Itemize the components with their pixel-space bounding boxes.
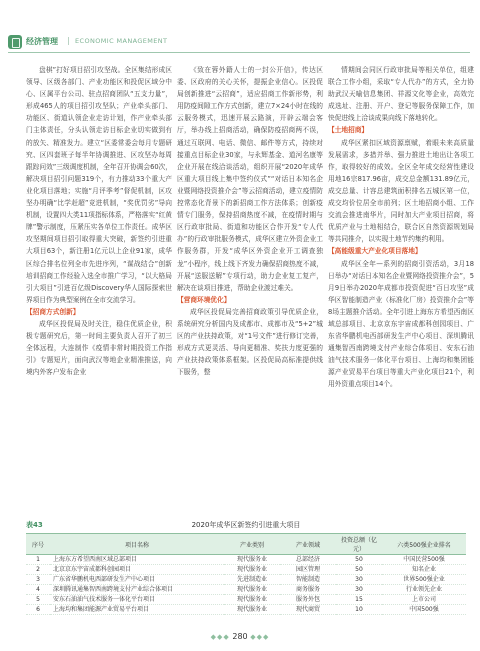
cell-field: 服务外包 xyxy=(280,595,336,605)
body-paragraph: 成华区全年—系列的招商引资活动，3月18日举办“对话日本知名企业暨网络投资推介会”，5月9日举办2020年成都市投资促进“百日攻坚”成华区智能制造产业（标准化厂房）投资推介会”等8场主题推介活动。全年引进上海东方希望西南区域总部项目、北京京东宇宙成都科创园项目、广东省华鹏机电西部研发生产中心项目、深圳腾讯通集智西南跨境支付产业综合体项目、安东石油油气技术服务一体化平台项目、上海均和集团能源产业贸易平台项目等重大产业化项目21个，利用外资重点项目14个。 xyxy=(328,259,474,389)
book-logo-icon xyxy=(8,35,22,49)
cell-ranking: 中国民营500强 xyxy=(382,555,466,565)
text-column-2 xyxy=(177,64,323,378)
cell-project: 安东石油油气技术服务一体化平台项目 xyxy=(50,595,224,605)
section-title-cn: 经济管理 xyxy=(26,37,58,46)
cell-project: 广东省华鹏机电西部研发生产中心项目 xyxy=(50,575,224,585)
col-header-index: 序号 xyxy=(26,534,50,555)
subsection-heading: 【高能级重大产业化项目落地】 xyxy=(328,247,422,256)
cell-field: 园区管理 xyxy=(280,565,336,575)
header-divider xyxy=(8,52,470,53)
cell-index: 3 xyxy=(26,575,50,585)
cell-field: 总部经济 xyxy=(280,555,336,565)
col-header-category: 产业类别 xyxy=(224,534,280,555)
cell-category: 现代服务业 xyxy=(224,595,280,605)
cell-investment: 30 xyxy=(336,585,382,595)
table-caption: 2020年成华区新签约引进重大项目 xyxy=(191,521,301,529)
cell-investment: 50 xyxy=(336,555,382,565)
projects-table xyxy=(26,533,466,615)
text-column-1 xyxy=(26,64,172,378)
table-header-row xyxy=(26,534,466,555)
cell-investment: 10 xyxy=(336,605,382,615)
body-paragraph: 成华区紧扣区域资源禀赋，着眼未来高质量发展需求，多措并举、强力推进土地出让各项工作，取得较好的成效。全区全年成交经营性建设用地16宗817.96亩，成交总金额131.89亿元，成交总量、计容总建筑面积排名五城区第一位，成交均价位居全市前列；区土地招商小组、工作交流会推进南华片，同时加大产业项目招商，将优质产业与土地相结合，联合区自然资源规划局等共同推介，以实现土地节约集约利用。 xyxy=(328,138,474,244)
cell-ranking: 中国500强 xyxy=(382,605,466,615)
table-title xyxy=(26,520,466,532)
cell-project: 深圳腾讯通集智西南跨境支付产业综合体项目 xyxy=(50,585,224,595)
cell-category: 现代服务业 xyxy=(224,585,280,595)
col-header-field: 产业领域 xyxy=(280,534,336,555)
col-header-investment: 投资总额（亿元） xyxy=(336,534,382,555)
cell-investment: 50 xyxy=(336,565,382,575)
table-row xyxy=(26,575,466,585)
cell-category: 现代服务业 xyxy=(224,605,280,615)
table-number: 表43 xyxy=(26,521,43,529)
body-paragraph: 情期间会同区行政审批局等相关单位，组建联合工作小组，采取“专人代办”的方式，全力协助武汉天喻信息集团、祥源文化等企业，高效完成选址、注册、开户、登记等服务保障工作，加快促进线上洽谈成果向线下落地转化。 xyxy=(328,66,474,123)
table-row xyxy=(26,595,466,605)
cell-field: 商务服务 xyxy=(280,585,336,595)
section-separator: | xyxy=(67,36,70,45)
cell-index: 4 xyxy=(26,585,50,595)
table-row xyxy=(26,565,466,575)
page-number: 280 xyxy=(232,632,248,641)
page-footer xyxy=(0,632,480,641)
cell-index: 5 xyxy=(26,595,50,605)
col-header-project: 项目名称 xyxy=(50,534,224,555)
subsection-heading: 【招商方式创新】 xyxy=(26,307,80,316)
cell-ranking: 知名企业 xyxy=(382,565,466,575)
cell-category: 现代服务业 xyxy=(224,565,280,575)
page-dots-left: ◆◆◆ xyxy=(210,633,230,641)
body-paragraph: 盘棋”打好项目招引攻坚战。全区集结形成区领导、区级各部门、产业功能区和投促区域分中心、区属平台公司、驻点招商团队“五支力量”，形成465人的项目招引攻坚队；产业牵头部门、功能区、街道认领企业走访计划，作产业牵头部门主体责任，分头认领走访目标企业切实做到有的放矢、精准发力。建立“区委常委会每月专题研究、区四套班子每半年协调推进、区攻坚办每周跟踪问效”三级调度机制，全年召开协调会60次，解决项目招引问题319个，有力推动33个重大产业化项目落地；实施“月评季考”督促机制，区攻坚办明确“比学赶超”竞进机制，“奖优罚劣”导向机制，设置四大类11项指标体系，严格落实“红黄牌”警示制度，压紧压实各单位工作责任。成华区攻坚期间项目招引取得重大突破，新签约引进重大项目63个，新注册1亿元以上企业91家，成华区综合排名位列全市先进序列，“谋战结合”创新培训招商工作经验入选全市推广学习，“以大格局引大项目”引进百亿级Discovery华人国际探索世界项目作为典型案例在全市交流学习。 xyxy=(26,66,172,304)
body-paragraph: 《致在蓉外籍人士的一封公开信》，传达区委、区政府的关心关怀，提振企业信心。区投促局创新推进“云招商”，适应招商工作新形势，利用防疫间隙工作方式创新，建立7×24小时在线的云服务模式，迅速开展云路演，开辟云端会客厅，举办线上招商活动，确保防疫招商两不误，通过互联网、电话、微信、邮件等方式，持续对接重点目标企业30家，与永辉基金、道河名康等企业开展在线洽谈活动，组织开展“2020年成华区重大项目线上集中签约仪式”“对话日本知名企业暨网络投资推介会”等云招商活动，建立疫情防控常态化背景下的新招商工作方法体系；创新疫情专门服务，保持招商热度不减，在疫情时期与区行政审批局、街道和功能区合作开发“专人代办”的行政审批服务模式，成华区建立外资企业工作服务群，开发“成华区外资企业开工调查独龙”小程序，线上线下齐发力确保招商热度不减，开展“送服送解”专项行动，助力企业复工复产，解决在谈项目推进，帮助企业渡过难关。 xyxy=(177,66,323,292)
body-paragraph: 成华区投促局及时关注，稳住优质企业，积极专题研究后，第一时间主要负责人召开了初三全体远程，大连制作《疫情非常时期投资工作指引》专题短片，面向武汉等地企业精准推送，向境内外客户发布企业 xyxy=(26,319,172,377)
cell-project: 上海均和集团能源产业贸易平台项目 xyxy=(50,605,224,615)
cell-ranking: 行业领先企业 xyxy=(382,585,466,595)
cell-category: 先进制造业 xyxy=(224,575,280,585)
table-row xyxy=(26,555,466,565)
subsection-heading: 【营商环境优化】 xyxy=(177,295,231,304)
table-row xyxy=(26,605,466,615)
cell-index: 6 xyxy=(26,605,50,615)
cell-category: 现代服务业 xyxy=(224,555,280,565)
col-header-ranking: 六类500强企业排名 xyxy=(382,534,466,555)
cell-ranking: 世界500强企业 xyxy=(382,575,466,585)
text-column-3 xyxy=(328,64,474,391)
cell-ranking: 上市公司 xyxy=(382,595,466,605)
cell-field: 智能制造 xyxy=(280,575,336,585)
table-row xyxy=(26,585,466,595)
cell-index: 2 xyxy=(26,565,50,575)
cell-project: 上海东方希望西南区域总部项目 xyxy=(50,555,224,565)
cell-index: 1 xyxy=(26,555,50,565)
cell-project: 北京京东宇宙成都科创园项目 xyxy=(50,565,224,575)
section-title-en: ECONOMIC MANAGEMENT xyxy=(75,37,168,45)
subsection-heading: 【土地招商】 xyxy=(328,126,369,135)
cell-investment: 30 xyxy=(336,575,382,585)
page-header xyxy=(0,0,480,50)
cell-field: 现代商贸 xyxy=(280,605,336,615)
page-dots-right: ◆◆◆ xyxy=(250,633,270,641)
body-paragraph: 成华区投促局完善招商政策引导优质企业，系统研究分析国内及成都市、成都市及“5+2”城区的产业扶持政策，对“1号文件”进行修订完善，形成方式更灵活、导向更精准、奖扶力度更强的产业扶持政策体系框架。区投促局高标准提供线下服务，整 xyxy=(177,307,323,377)
cell-investment: 15 xyxy=(336,595,382,605)
